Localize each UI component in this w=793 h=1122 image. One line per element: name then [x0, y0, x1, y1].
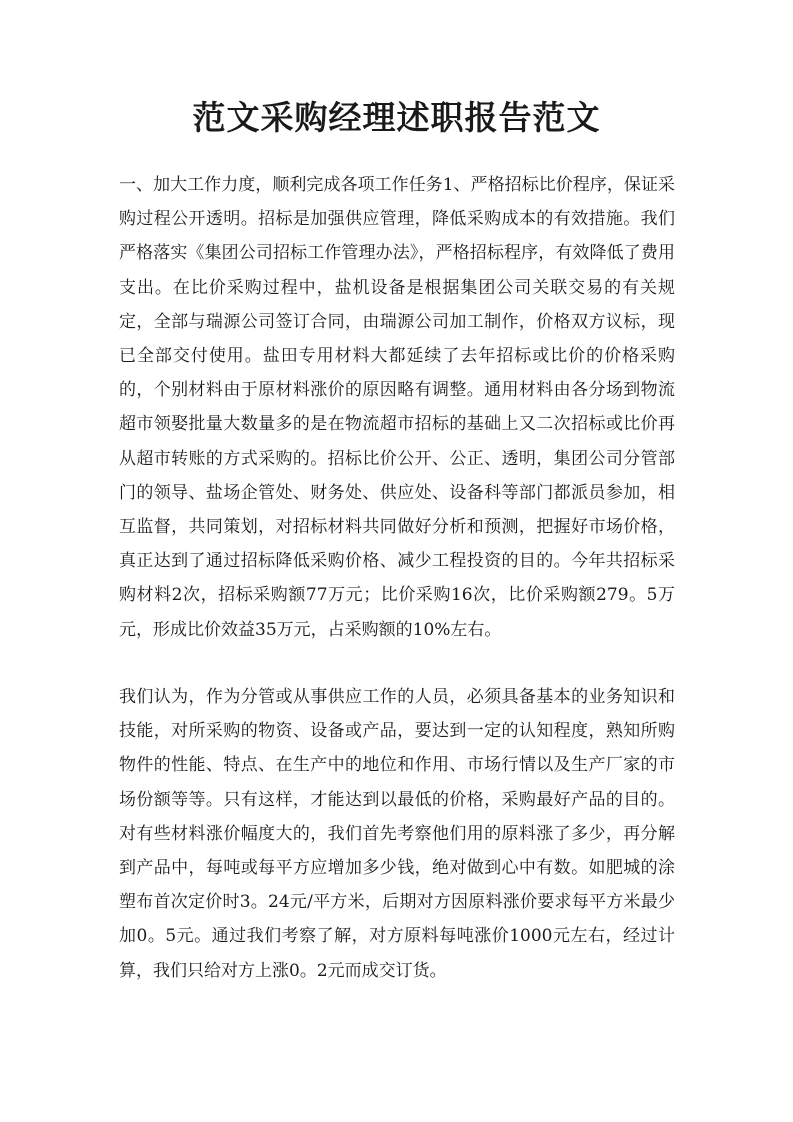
document-title: 范文采购经理述职报告范文	[192, 98, 601, 137]
paragraph-1: 一、加大工作力度，顺利完成各项工作任务1、严格招标比价程序，保证采购过程公开透明。招标是加强供应管理，降低采购成本的有效措施。我们严格落实《集团公司招标工作管理办法》，严格招标程序，有效降低了费用支出。在比价采购过程中，盐机设备是根据集团公司关联交易的有关规定，全部与瑞源公司签订合同，由瑞源公司加工制作，价格双方议标，现已全部交付使用。盐田专用材料大都延续了去年招标或比价的价格采购的，个别材料由于原材料涨价的原因略有调整。通用材料由各分场到物流超市领娶批量大数量多的是在物流超市招标的基础上又二次招标或比价再从超市转账的方式采购的。招标比价公开、公正、透明，集团公司分管部门的领导、盐场企管处、财务处、供应处、设备科等部门都派员参加，相互监督，共同策划，对招标材料共同做好分析和预测，把握好市场价格，真正达到了通过招标降低采购价格、减少工程投资的目的。今年共招标采购材料2次，招标采购额77万元；比价采购16次，比价采购额279。5万元，形成比价效益35万元，占采购额的10%左右。	[119, 175, 675, 640]
paragraph-2: 我们认为，作为分管或从事供应工作的人员，必须具备基本的业务知识和技能，对所采购的物资、设备或产品，要达到一定的认知程度，熟知所购物件的性能、特点、在生产中的地位和作用、市场行情以及生产厂家的市场份额等等。只有这样，才能达到以最低的价格，采购最好产品的目的。对有些材料涨价幅度大的，我们首先考察他们用的原料涨了多少，再分解到产品中，每吨或每平方应增加多少钱，绝对做到心中有数。如肥城的涂塑布首次定价时3。24元/平方米，后期对方因原料涨价要求每平方米最少加0。5元。通过我们考察了解，对方原料每吨涨价1000元左右，经过计算，我们只给对方上涨0。2元而成交订货。	[119, 687, 675, 981]
